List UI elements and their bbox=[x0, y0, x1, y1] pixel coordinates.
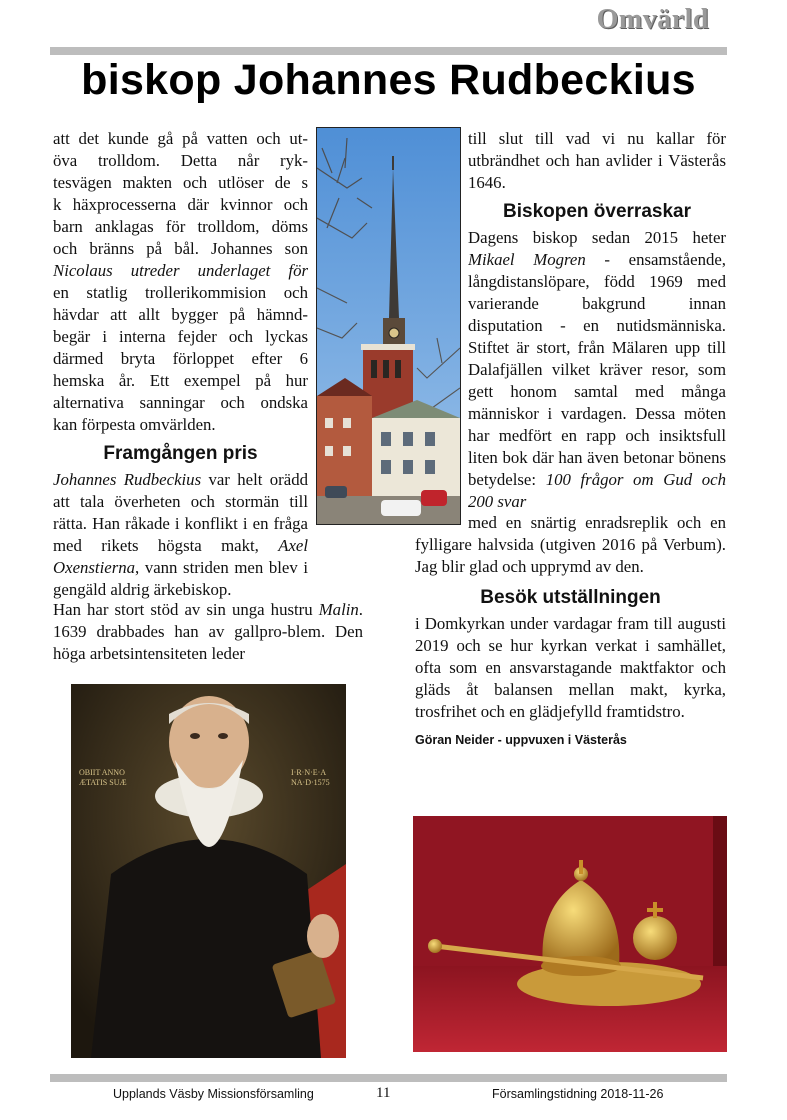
page-number: 11 bbox=[376, 1085, 391, 1101]
paragraph-malin bbox=[53, 599, 363, 665]
paragraph-utbrandhet: till slut till vad vi nu kallar för utbrändhet och han avlider i Västerås 1646. bbox=[468, 129, 726, 192]
para-line: begär i interna fejder och lyckas bbox=[53, 327, 308, 346]
portrait-illustration bbox=[71, 684, 346, 1058]
para-line: en statlig trollerikommision och bbox=[53, 283, 308, 302]
column-2-upper bbox=[468, 128, 726, 513]
text-span: var helt orädd att tala överheten och stormän till rätta. Han råkade i konflikt i en fråga med rikets högsta makt, bbox=[53, 470, 308, 555]
paragraph-utstallning: i Domkyrkan under vardagar fram till augusti 2019 och se hur kyrkan verkat i samhället, ofta som en ansvarstagande maktfaktor och gläds åt balansen mellan makt, kyrka, trosfrihet och en glädjefylld framtidstro. bbox=[415, 614, 726, 721]
italic-name: Mikael Mogren bbox=[468, 250, 586, 269]
inscription-line: OBIIT ANNO bbox=[79, 768, 125, 777]
subhead-besok: Besök utställningen bbox=[480, 587, 661, 608]
para-line: k häxprocesserna där kvinnor och bbox=[53, 195, 308, 214]
italic-name: Johannes Rudbeckius bbox=[53, 470, 202, 489]
inscription-line: NA·D·1575 bbox=[291, 778, 330, 787]
paragraph-mogren bbox=[468, 227, 726, 513]
column-2-lower bbox=[415, 512, 726, 751]
portrait-inscription-right bbox=[291, 768, 330, 788]
bottom-rule bbox=[50, 1074, 727, 1082]
subhead-biskopen: Biskopen överraskar bbox=[503, 201, 691, 222]
page-headline: biskop Johannes Rudbeckius bbox=[81, 56, 696, 104]
text-span: , vann striden men blev i gengäld aldrig ärkebiskop. bbox=[53, 558, 308, 599]
italic-book-title: 100 frågor om Gud och 200 svar bbox=[468, 470, 726, 511]
para-line: barn anklagas för trolldom, döms bbox=[53, 217, 308, 236]
portrait-inscription-left bbox=[79, 768, 127, 788]
para-line: hemska år. Ett exempel på hur bbox=[53, 371, 308, 390]
italic-name: Axel Oxenstierna bbox=[53, 536, 308, 577]
text-span: Dagens biskop sedan 2015 heter bbox=[468, 228, 726, 247]
para-line: Nicolaus utreder underlaget för bbox=[53, 261, 308, 280]
para-line: kan förpesta omvärlden. bbox=[53, 415, 216, 434]
text-span: - ensamstående, långdistanslöpare, född 1969 med varierande bakgrund innan disputation - en nutidsmänniska. Stiftet är stort, från Mälaren upp till Dalafjällen vilket kräver resor, som gett honom samtal med många människor i vardagen. Dessa möten har medfört en rapp och insiktsfull liten bok där han även betonar bönens betydelse: bbox=[468, 250, 726, 489]
regalia-photo bbox=[413, 816, 727, 1052]
top-rule bbox=[50, 47, 727, 55]
subhead-framgangen: Framgången pris bbox=[103, 443, 258, 464]
footer-organization: Upplands Väsby Missionsförsamling bbox=[113, 1087, 314, 1101]
text-span: Han har stort stöd av sin unga hustru bbox=[53, 600, 319, 619]
para-line: därmed bryta förloppet efter 6 bbox=[53, 349, 308, 368]
text-span: . 1639 drabbades han av gallpro-blem. Den höga arbetsintensiteten leder bbox=[53, 600, 363, 663]
column-1-lower bbox=[53, 599, 363, 665]
para-line: att det kunde gå på vatten och ut- bbox=[53, 129, 308, 148]
section-label: Omvärld bbox=[596, 4, 709, 35]
para-line: tesvägen makten och utlöser de s bbox=[53, 173, 308, 192]
paragraph-mogren-cont: med en snärtig enradsreplik och en fylligare halvsida (utgiven 2016 på Verbum). Jag blir glad och upprymd av den. bbox=[415, 513, 726, 576]
inscription-line: ÆTATIS SUÆ bbox=[79, 778, 127, 787]
author-byline: Göran Neider - uppvuxen i Västerås bbox=[415, 733, 627, 747]
portrait-painting bbox=[71, 684, 346, 1058]
inscription-line: I·R·N·E·A bbox=[291, 768, 327, 777]
para-line: hävdar att allt bygger på hämnd- bbox=[53, 305, 308, 324]
paragraph-rudbeckius bbox=[53, 469, 308, 601]
column-1-upper bbox=[53, 128, 308, 601]
footer-publication: Församlingstidning 2018-11-26 bbox=[492, 1087, 664, 1101]
cathedral-illustration bbox=[317, 128, 460, 524]
para-line: och bränns på bål. Johannes son bbox=[53, 239, 308, 258]
italic-name: Malin bbox=[318, 600, 359, 619]
regalia-illustration bbox=[413, 816, 727, 1052]
cathedral-photo bbox=[316, 127, 461, 525]
para-line: öva trolldom. Detta når ryk- bbox=[53, 151, 308, 170]
para-line: alternativa sanningar och ondska bbox=[53, 393, 308, 412]
